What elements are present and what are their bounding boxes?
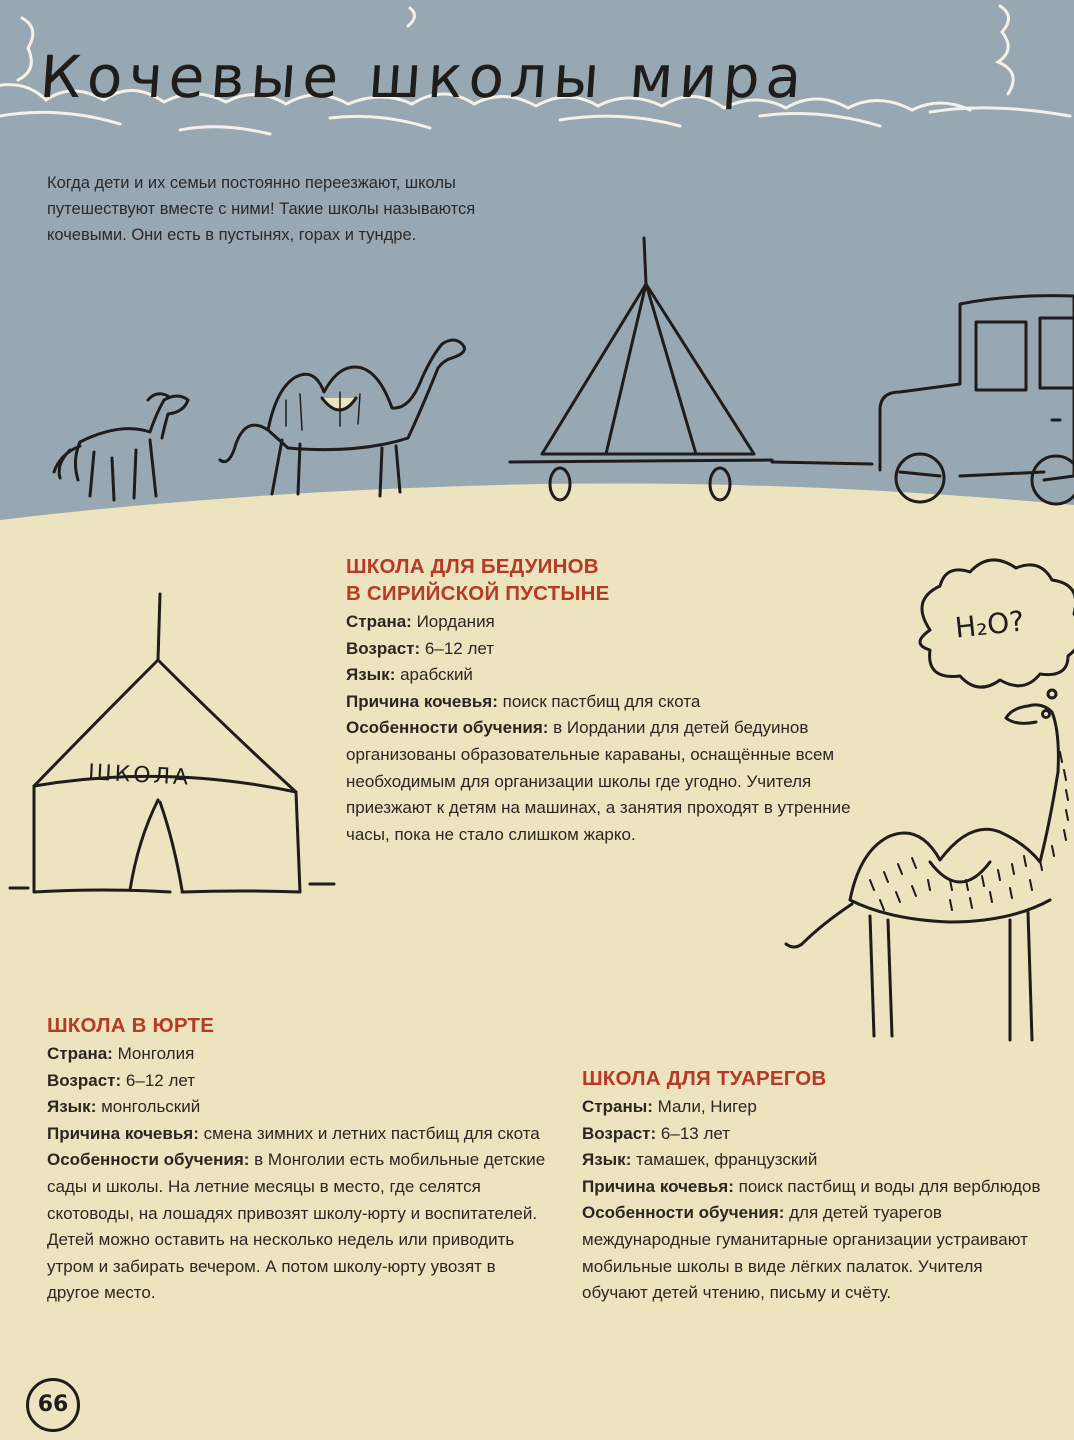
- language-value: арабский: [400, 665, 473, 685]
- country-label: Страна:: [346, 612, 412, 631]
- horse-icon: [54, 394, 188, 500]
- yurt-school-section: [47, 1012, 547, 1307]
- age-value: 6–12 лет: [424, 638, 495, 658]
- age-label: Возраст:: [582, 1123, 657, 1143]
- country-value: Монголия: [117, 1044, 195, 1063]
- bedouin-title-line2: В СИРИЙСКОЙ ПУСТЫНЕ: [346, 582, 610, 605]
- page-title: Кочевые школы мира: [37, 42, 810, 111]
- language-value: тамашек, французский: [636, 1150, 818, 1170]
- bedouin-school-title: [346, 553, 886, 607]
- features-value: в Иордании для детей бедуинов организованы образовательные караваны, оснащённые всем необходимым для организации школы где угодно. Учителя приезжают к детям на машинах, а занятия проходят в утренние часы, пока не стало слишком жарко.: [346, 718, 851, 844]
- features-value: для детей туарегов международные гуманитарные организации устраивают мобильные школы в виде лёгких палаток. Учителя обучают детей чтению, письму и счёту.: [582, 1203, 1028, 1303]
- language-label: Язык:: [582, 1150, 632, 1170]
- yurt-school-title: ШКОЛА В ЮРТЕ: [47, 1014, 215, 1037]
- features-value: в Монголии есть мобильные детские сады и школы. На летние месяцы в место, где селятся скотоводы, на лошадях привозят школу-юрту и воспитателей. Детей можно оставить на несколько недель или приводить утром и забирать вечером. А потом школу-юрту увозят в другое место.: [47, 1150, 546, 1303]
- reason-label: Причина кочевья:: [346, 691, 498, 711]
- language-label: Язык:: [47, 1097, 97, 1117]
- page-number: 66: [26, 1378, 80, 1432]
- bedouin-reason: [346, 689, 886, 716]
- age-label: Возраст:: [47, 1070, 122, 1090]
- reason-label: Причина кочевья:: [582, 1176, 734, 1196]
- yurt-features: [47, 1147, 547, 1307]
- features-label: Особенности обучения:: [582, 1203, 785, 1223]
- reason-value: смена зимних и летних пастбищ для скота: [203, 1123, 540, 1143]
- bedouin-country: [346, 609, 886, 636]
- age-value: 6–12 лет: [125, 1070, 196, 1090]
- yurt-reason: [47, 1121, 547, 1148]
- country-value: Иордания: [416, 612, 495, 631]
- yurt-country: [47, 1041, 547, 1068]
- tuareg-reason: [582, 1174, 1042, 1201]
- age-label: Возраст:: [346, 638, 421, 658]
- camel-icon: [220, 340, 464, 496]
- tuareg-language: [582, 1147, 1042, 1174]
- tuareg-school-title: ШКОЛА ДЛЯ ТУАРЕГОВ: [582, 1067, 827, 1090]
- country-label: Страна:: [47, 1044, 113, 1063]
- language-label: Язык:: [346, 665, 396, 685]
- yurt-language: [47, 1094, 547, 1121]
- bedouin-language: [346, 662, 886, 689]
- country-label: Страны:: [582, 1097, 653, 1116]
- reason-value: поиск пастбищ и воды для верблюдов: [738, 1176, 1041, 1196]
- tuareg-age: [582, 1121, 1042, 1148]
- camel-thought-label: H₂O?: [953, 604, 1026, 645]
- reason-value: поиск пастбищ для скота: [502, 691, 701, 711]
- bedouin-age: [346, 636, 886, 663]
- bedouin-school-section: [346, 553, 886, 848]
- tent-trailer-icon: [510, 238, 872, 500]
- features-label: Особенности обучения:: [47, 1150, 250, 1170]
- language-value: монгольский: [101, 1097, 201, 1117]
- tuareg-features: [582, 1200, 1042, 1306]
- tent-sign-label: ШКОЛА: [87, 760, 192, 791]
- reason-label: Причина кочевья:: [47, 1123, 199, 1143]
- tuareg-school-section: [582, 1065, 1042, 1307]
- country-value: Мали, Нигер: [657, 1097, 757, 1116]
- intro-text: Когда дети и их семьи постоянно переезжают, школы путешествуют вместе с ними! Такие школы называются кочевыми. Они есть в пустынях, горах и тундре.: [47, 174, 476, 244]
- features-label: Особенности обучения:: [346, 718, 549, 738]
- car-icon: [880, 296, 1074, 504]
- tuareg-country: [582, 1094, 1042, 1121]
- bedouin-title-line1: ШКОЛА ДЛЯ БЕДУИНОВ: [346, 555, 599, 578]
- bedouin-features: [346, 715, 886, 848]
- age-value: 6–13 лет: [660, 1123, 731, 1143]
- yurt-age: [47, 1068, 547, 1095]
